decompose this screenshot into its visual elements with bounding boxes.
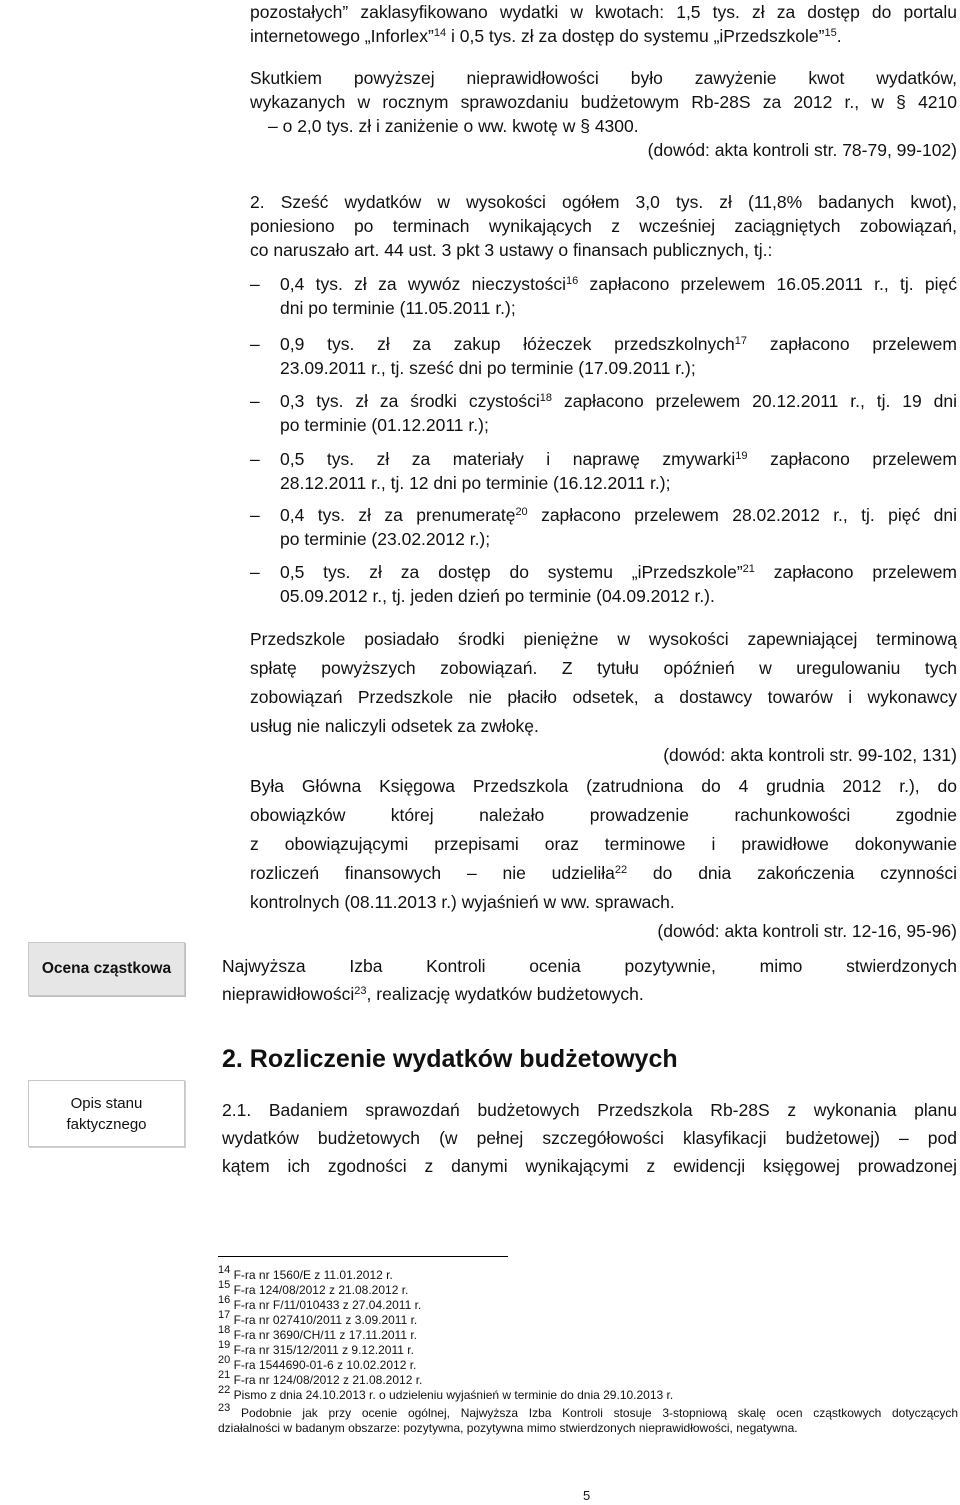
footnote-text: F-ra nr 1560/E z 11.01.2012 r. [230, 1268, 393, 1282]
footnote-number: 15 [218, 1279, 231, 1291]
footnote-separator [218, 1256, 508, 1257]
text-line: obowiązków której należało prowadzenie rachunkowości zgodnie [250, 805, 957, 825]
list-item [250, 332, 957, 380]
footnote-number: 22 [218, 1384, 231, 1396]
footnotes-list [218, 1264, 958, 1436]
footnote-ref[interactable]: 14 [433, 27, 447, 39]
text-line: 28.12.2011 r., tj. 12 dni po terminie (16.12.2011 r.); [280, 473, 671, 493]
footnote [218, 1339, 958, 1358]
side-label-ocena [28, 942, 185, 996]
footnote-ref[interactable]: 18 [539, 392, 553, 404]
footnote [218, 1384, 958, 1403]
text-line: spłatę powyższych zobowiązań. Z tytułu opóźnień w uregulowaniu tych [250, 658, 957, 678]
text-span: 0,9 tys. zł za zakup łóżeczek przedszkolnych [280, 334, 735, 354]
text-span: do dnia zakończenia czynności [627, 863, 957, 883]
footnote [218, 1354, 958, 1373]
dash-bullet: – [250, 391, 260, 411]
text-line [250, 24, 957, 48]
footnote-number: 18 [218, 1324, 231, 1336]
footnote-text: Podobnie jak przy ocenie ogólnej, Najwyższa Izba Kontroli stosuje 3-stopniową skalę ocen cząstkowych dotyczących [230, 1406, 958, 1420]
dash-bullet: – [250, 562, 260, 582]
list-item [250, 272, 957, 320]
page-number: 5 [583, 1488, 591, 1503]
text-span: 0,4 tys. zł za prenumeratę [280, 505, 516, 525]
side-label-opis [28, 1080, 185, 1147]
text-span: 0,5 tys. zł za dostęp do systemu „iPrzedszkole” [280, 562, 743, 582]
text-line: pozostałych” zaklasyfikowano wydatki w kwotach: 1,5 tys. zł za dostęp do portalu [250, 2, 957, 22]
footnote-ref[interactable]: 23 [354, 985, 367, 997]
side-label-text: faktycznego [66, 1115, 147, 1133]
footnote-number: 14 [218, 1264, 231, 1276]
text-span: zapłacono przelewem [747, 449, 957, 469]
footnote [218, 1324, 958, 1343]
footnote-ref[interactable]: 15 [824, 27, 837, 39]
text-line: Najwyższa Izba Kontroli ocenia pozytywnie, mimo stwierdzonych [222, 956, 957, 976]
text-line [280, 332, 957, 356]
text-line [280, 447, 957, 471]
text-span: zapłacono przelewem 20.12.2011 r., tj. 19 dni [552, 391, 957, 411]
evidence-citation: (dowód: akta kontroli str. 12-16, 95-96) [657, 921, 957, 941]
text-line: kontrolnych (08.11.2013 r.) wyjaśnień w ww. sprawach. [250, 892, 675, 912]
text-line: Skutkiem powyższej nieprawidłowości było zawyżenie kwot wydatków, [250, 68, 957, 88]
dash-bullet: – [250, 449, 260, 469]
text-line: wykazanych w rocznym sprawozdaniu budżetowym Rb-28S za 2012 r., w § 4210 [250, 92, 957, 112]
footnote-text: F-ra nr 124/08/2012 z 21.08.2012 r. [230, 1373, 423, 1387]
evidence-citation: (dowód: akta kontroli str. 78-79, 99-102) [647, 140, 957, 160]
text-span: zapłacono przelewem 16.05.2011 r., tj. pięć [578, 274, 958, 294]
footnote-text: F-ra nr F/11/010433 z 27.04.2011 r. [230, 1298, 422, 1312]
list-item [250, 389, 957, 437]
footnote-number: 21 [218, 1369, 231, 1381]
footnote-text: F-ra nr 027410/2011 z 3.09.2011 r. [230, 1313, 418, 1327]
side-label-text: Opis stanu [70, 1094, 143, 1112]
text-line: Była Główna Księgowa Przedszkola (zatrudniona do 4 grudnia 2012 r.), do [250, 776, 957, 796]
text-line [250, 859, 957, 888]
section-heading: 2. Rozliczenie wydatków budżetowych [222, 1045, 678, 1073]
text-line: po terminie (23.02.2012 r.); [280, 529, 491, 549]
text-span: . [836, 26, 842, 46]
text-line: z obowiązującymi przepisami oraz terminowe i prawidłowe dokonywanie [250, 834, 957, 854]
text-line: – o 2,0 tys. zł i zaniżenie o ww. kwotę w § 4300. [268, 116, 639, 136]
text-span: nieprawidłowości [222, 984, 355, 1004]
text-line: 05.09.2012 r., tj. jeden dzień po terminie (04.09.2012 r.). [280, 586, 715, 606]
text-line: zobowiązań Przedszkole nie płaciło odsetek, a dostawcy towarów i wykonawcy [250, 687, 957, 707]
dash-bullet: – [250, 334, 260, 354]
footnote-text: F-ra nr 3690/CH/11 z 17.11.2011 r. [230, 1328, 418, 1342]
text-line: wydatków budżetowych (w pełnej szczegółowości klasyfikacji budżetowej) – pod [222, 1128, 957, 1148]
text-span: 0,5 tys. zł za materiały i naprawę zmywarki [280, 449, 736, 469]
footnote-text: F-ra 1544690-01-6 z 10.02.2012 r. [230, 1358, 417, 1372]
text-line: usług nie naliczyli odsetek za zwłokę. [250, 716, 539, 736]
footnote-ref[interactable]: 16 [566, 275, 579, 287]
text-span: zapłacono przelewem 28.02.2012 r., tj. pięć dni [527, 505, 957, 525]
footnote [218, 1309, 958, 1328]
text-span: 0,4 tys. zł za wywóz nieczystości [280, 274, 566, 294]
text-span: 0,3 tys. zł za środki czystości [280, 391, 540, 411]
paragraph-item-2 [250, 190, 957, 262]
footnote-text: F-ra 124/08/2012 z 21.08.2012 r. [230, 1283, 409, 1297]
text-line: 23.09.2011 r., tj. sześć dni po terminie (17.09.2011 r.); [280, 358, 696, 378]
footnote [218, 1279, 958, 1298]
text-span: , realizację wydatków budżetowych. [366, 984, 644, 1004]
footnote [218, 1264, 958, 1283]
footnote-text: F-ra nr 315/12/2011 z 9.12.2011 r. [230, 1343, 414, 1357]
footnote [218, 1369, 958, 1388]
text-line [280, 389, 957, 413]
text-line: dni po terminie (11.05.2011 r.); [280, 298, 516, 318]
top-paragraph [250, 0, 957, 48]
paragraph-section-2-1 [222, 1096, 957, 1180]
footnote [218, 1402, 958, 1421]
footnote-number: 19 [218, 1339, 231, 1351]
footnote-ref[interactable]: 20 [515, 506, 528, 518]
footnote-continuation: działalności w badanym obszarze: pozytywna, pozytywna mimo stwierdzonych nieprawidłowości, negatywna. [218, 1421, 798, 1435]
text-line: co naruszało art. 44 ust. 3 pkt 3 ustawy o finansach publicznych, tj.: [250, 240, 773, 260]
footnote-ref[interactable]: 21 [742, 563, 755, 575]
dash-bullet: – [250, 274, 260, 294]
paragraph-ocena [222, 952, 957, 1008]
footnote-number: 23 [218, 1402, 231, 1414]
footnote-number: 20 [218, 1354, 231, 1366]
footnote-number: 16 [218, 1294, 231, 1306]
dash-bullet: – [250, 505, 260, 525]
text-line: 2.1. Badaniem sprawozdań budżetowych Przedszkola Rb-28S z wykonania planu [222, 1100, 957, 1120]
text-span: zapłacono przelewem [754, 562, 958, 582]
footnote-ref[interactable]: 19 [735, 450, 748, 462]
text-line [280, 272, 957, 296]
text-line [280, 560, 957, 584]
text-line: poniesiono po terminach wynikających z wcześniej zaciągniętych zobowiązań, [250, 216, 957, 236]
footnote-number: 17 [218, 1309, 231, 1321]
side-label-text: Ocena cząstkowa [41, 960, 172, 977]
paragraph-ksiegowa [250, 772, 957, 946]
list-item [250, 503, 957, 551]
footnote-ref[interactable]: 17 [734, 335, 748, 347]
text-line: 2. Sześć wydatków w wysokości ogółem 3,0 tys. zł (11,8% badanych kwot), [250, 192, 957, 212]
text-line [280, 503, 957, 527]
text-line: Przedszkole posiadało środki pieniężne w wysokości zapewniającej terminową [250, 629, 957, 649]
text-span: rozliczeń finansowych – nie udzieliła [250, 863, 615, 883]
footnote [218, 1294, 958, 1313]
text-span: i 0,5 tys. zł za dostęp do systemu „iPrzedszkole” [446, 26, 825, 46]
text-line: kątem ich zgodności z danymi wynikającymi z ewidencji księgowej prowadzonej [222, 1156, 957, 1176]
evidence-citation: (dowód: akta kontroli str. 99-102, 131) [663, 745, 957, 765]
paragraph-przedszkole [250, 625, 957, 770]
footnote-text: Pismo z dnia 24.10.2013 r. o udzieleniu wyjaśnień w terminie do dnia 29.10.2013 r. [230, 1388, 674, 1402]
footnote-ref[interactable]: 22 [614, 864, 628, 876]
list-item [250, 560, 957, 608]
text-span: internetowego „Inforlex” [250, 26, 434, 46]
text-span: zapłacono przelewem [747, 334, 957, 354]
text-line: po terminie (01.12.2011 r.); [280, 415, 489, 435]
paragraph-skutkiem [250, 66, 957, 162]
list-item [250, 447, 957, 495]
text-line [222, 980, 957, 1008]
